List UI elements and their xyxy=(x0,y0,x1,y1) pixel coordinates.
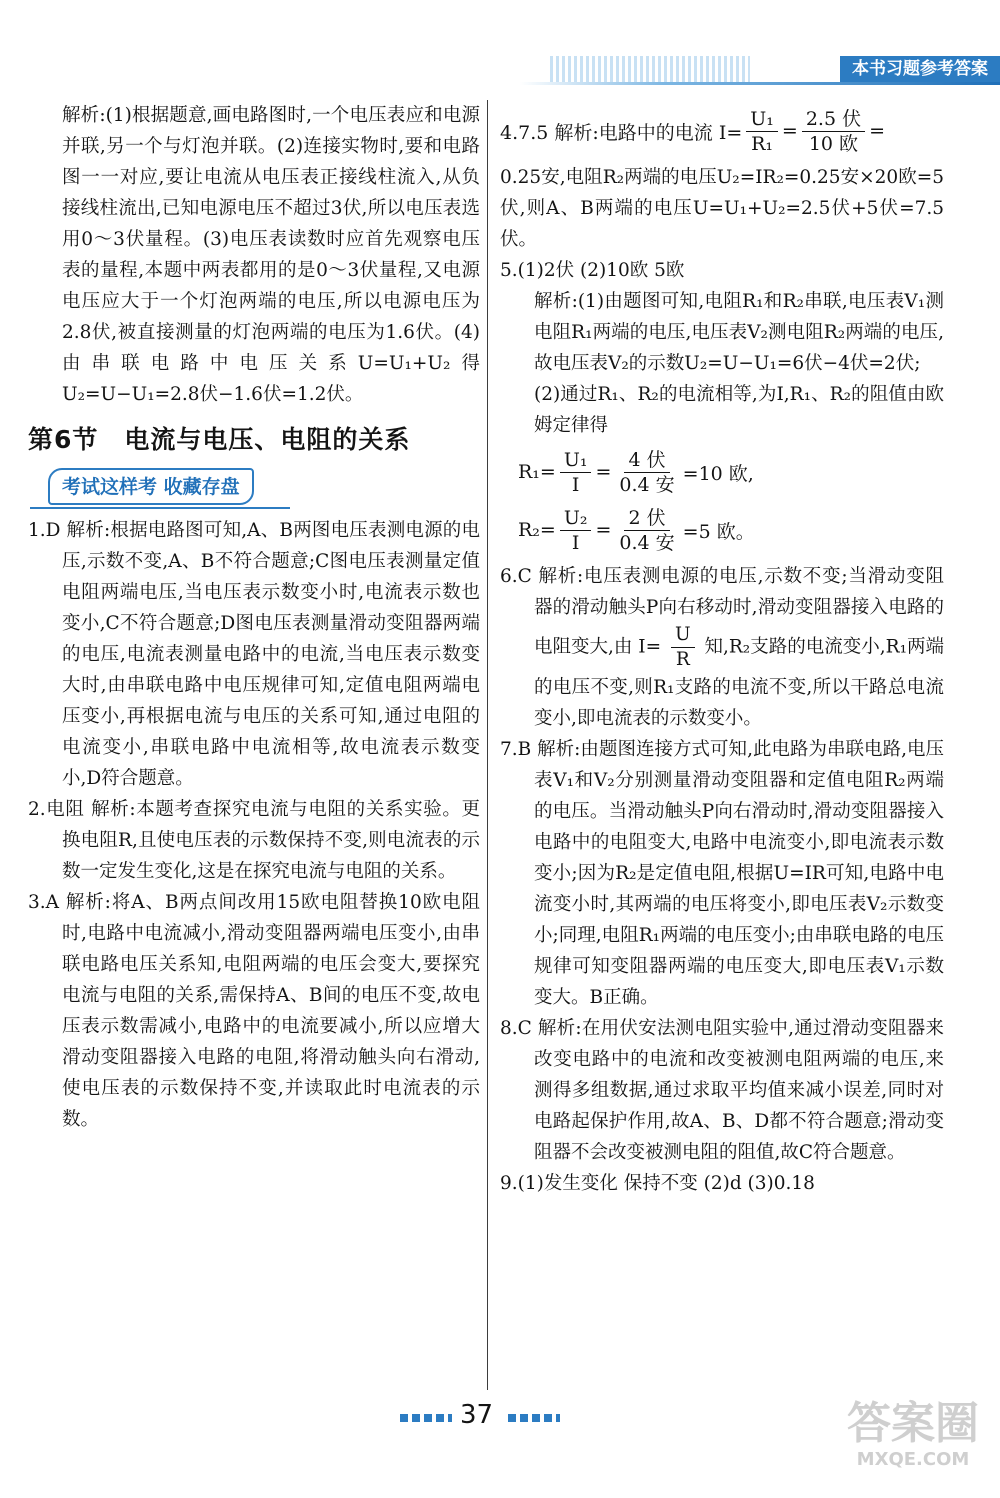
badge-underline xyxy=(30,507,290,509)
fraction-top: 4 伏 xyxy=(624,448,669,473)
fraction xyxy=(802,107,865,156)
fraction xyxy=(560,448,592,497)
answer-item-7: 7.B 解析:由题图连接方式可知,此电路为串联电路,电压表V₁和V₂分别测量滑动变阻器和定值电阻R₂两端的电压。当滑动触头P向右滑动时,滑动变阻器接入电路中的电阻变大,电路中电流变小,即电流表示数变小;因为R₂是定值电阻,根据U=IR可知,电路中电流变小时,其两端的电压将变小,即电压表V₂示数变小;同理,电阻R₁两端的电压变小;由串联电路的电压规律可知变阻器两端的电压变大,即电压表V₁示数变大。B正确。 xyxy=(500,739,944,1008)
equals-sign: = xyxy=(869,120,886,142)
watermark-url: MXQE.COM xyxy=(856,1449,970,1470)
formula-rhs: =10 欧, xyxy=(682,462,754,485)
formula-lhs: R₂= xyxy=(518,519,556,541)
header-rule xyxy=(520,82,1000,85)
fraction-bottom: R xyxy=(675,649,690,670)
equals-sign: = xyxy=(595,461,612,483)
fraction xyxy=(615,506,678,555)
fraction-bottom: 10 欧 xyxy=(808,132,859,155)
fraction xyxy=(560,506,592,555)
fraction-bottom: I xyxy=(571,531,580,554)
header-decoration xyxy=(550,56,750,82)
equals-sign: = xyxy=(781,120,798,142)
formula-r2 xyxy=(518,503,944,557)
footer-decoration-left xyxy=(400,1414,452,1422)
section-heading xyxy=(28,420,480,456)
q4-head-text: 4.7.5 解析:电路中的电流 I= xyxy=(500,121,743,144)
formula-lhs: R₁= xyxy=(518,461,556,483)
exam-badge xyxy=(48,468,254,505)
footer-decoration-right xyxy=(508,1414,560,1422)
page-header xyxy=(520,56,1000,86)
q6-tail: 知,R₂支路的电流变小,R₁两端的电压不变,则R₁支路的电流不变,所以干路总电流变小,即电流表的示数变小。 xyxy=(534,636,944,729)
q6-text: 6.C 解析:电压表测电源的电压,示数不变;当滑动变阻器的滑动触头P向右移动时,滑动变阻器接入电路的电阻变大,由 I= xyxy=(500,566,944,658)
column-divider xyxy=(487,100,488,1390)
answer-item-4-body: 0.25安,电阻R₂两端的电压U₂=IR₂=0.25安×20欧=5伏,则A、B两端的电压U=U₁+U₂=2.5伏+5伏=7.5伏。 xyxy=(500,167,944,250)
fraction-top: U₁ xyxy=(560,448,592,473)
answer-item-3: 3.A 解析:将A、B两点间改用15欧电阻替换10欧电阻时,电路中电流减小,滑动变阻器两端电压变小,由串联电路电压关系知,电阻两端的电压会变大,要探究电流与电阻的关系,需保持A、B间的电压不变,故电压表示数需减小,电路中的电流要减小,所以应增大滑动变阻器接入电路的电阻,将滑动触头向右滑动,使电压表的示数保持不变,并读取此时电流表的示数。 xyxy=(28,892,480,1130)
left-column xyxy=(28,100,480,1135)
section-title: 电流与电压、电阻的关系 xyxy=(124,425,411,454)
fraction-bottom: R₁ xyxy=(751,132,774,155)
badge-label: 考试这样考 收藏存盘 xyxy=(62,476,240,498)
equals-sign: = xyxy=(595,519,612,541)
analysis-paragraph: 解析:(1)根据题意,画电路图时,一个电压表应和电源并联,另一个与灯泡并联。(2)连接实物时,要和电路图一一对应,要让电流从电压表正接线柱流入,从负接线柱流出,已知电源电压不超过3伏,所以电压表选用0～3伏量程。(3)电压表读数时应首先观察电压表的量程,本题中两表都用的是0～3伏量程,又电源电压应大于一个灯泡两端的电压,所以电源电压为2.8伏,被直接测量的灯泡两端的电压为1.6伏。(4)由串联电路中电压关系U=U₁+U₂得U₂=U−U₁=2.8伏−1.6伏=1.2伏。 xyxy=(62,105,480,405)
fraction-bottom: 0.4 安 xyxy=(619,531,675,554)
fraction-bottom: I xyxy=(571,473,580,496)
answer-item-5-head: 5.(1)2伏 (2)10欧 5欧 xyxy=(500,260,685,281)
answer-item-4-head xyxy=(500,104,944,158)
answer-item-8: 8.C 解析:在用伏安法测电阻实验中,通过滑动变阻器来改变电路中的电流和改变被测电阻两端的电压,来测得多组数据,通过求取平均值来减小误差,同时对电路起保护作用,故A、B、D都不符合题意;滑动变阻器不会改变被测电阻的阻值,故C符合题意。 xyxy=(500,1018,944,1163)
answer-item-6 xyxy=(500,561,944,734)
page-number: 37 xyxy=(460,1400,494,1430)
fraction xyxy=(671,623,695,672)
answer-item-5-analysis-2: (2)通过R₁、R₂的电流相等,为I,R₁、R₂的阻值由欧姆定律得 xyxy=(534,384,944,436)
fraction-bottom: 0.4 安 xyxy=(619,473,675,496)
fraction xyxy=(615,448,678,497)
fraction-top: U₁ xyxy=(746,107,778,132)
answer-item-9: 9.(1)发生变化 保持不变 (2)d (3)0.18 xyxy=(500,1173,815,1194)
fraction-top: U₂ xyxy=(560,506,592,531)
fraction xyxy=(746,107,778,156)
fraction-top: 2 伏 xyxy=(624,506,669,531)
answer-item-1: 1.D 解析:根据电路图可知,A、B两图电压表测电源的电压,示数不变,A、B不符合题意;C图电压表测量定值电阻两端电压,当电压表示数变小时,电流表示数也变小,C不符合题意;D图电压表测量滑动变阻器两端的电压,电流表测量电路中的电流,当电压表示数变大时,由串联电路中电压规律可知,定值电阻两端电压变小,再根据电流与电压的关系可知,通过电阻的电流变小,串联电路中电流相等,故电流表示数变小,D符合题意。 xyxy=(28,520,480,789)
formula-rhs: =5 欧。 xyxy=(682,520,755,543)
section-number: 第6节 xyxy=(28,425,99,454)
watermark-text: 答案圈 xyxy=(847,1398,979,1449)
answer-item-2: 2.电阻 解析:本题考查探究电流与电阻的关系实验。更换电阻R,且使电压表的示数保持不变,则电流表的示数一定发生变化,这是在探究电流与电阻的关系。 xyxy=(28,799,480,882)
watermark-logo xyxy=(838,1400,988,1490)
header-tab: 本书习题参考答案 xyxy=(840,56,1000,82)
right-column xyxy=(500,100,944,1199)
fraction-top: 2.5 伏 xyxy=(802,107,865,132)
fraction-top: U xyxy=(671,623,695,648)
formula-r1 xyxy=(518,445,944,499)
answer-item-5-analysis: 解析:(1)由题图可知,电阻R₁和R₂串联,电压表V₁测电阻R₁两端的电压,电压表V₂测电阻R₂两端的电压,故电压表V₂的示数U₂=U−U₁=6伏−4伏=2伏; xyxy=(534,291,944,374)
